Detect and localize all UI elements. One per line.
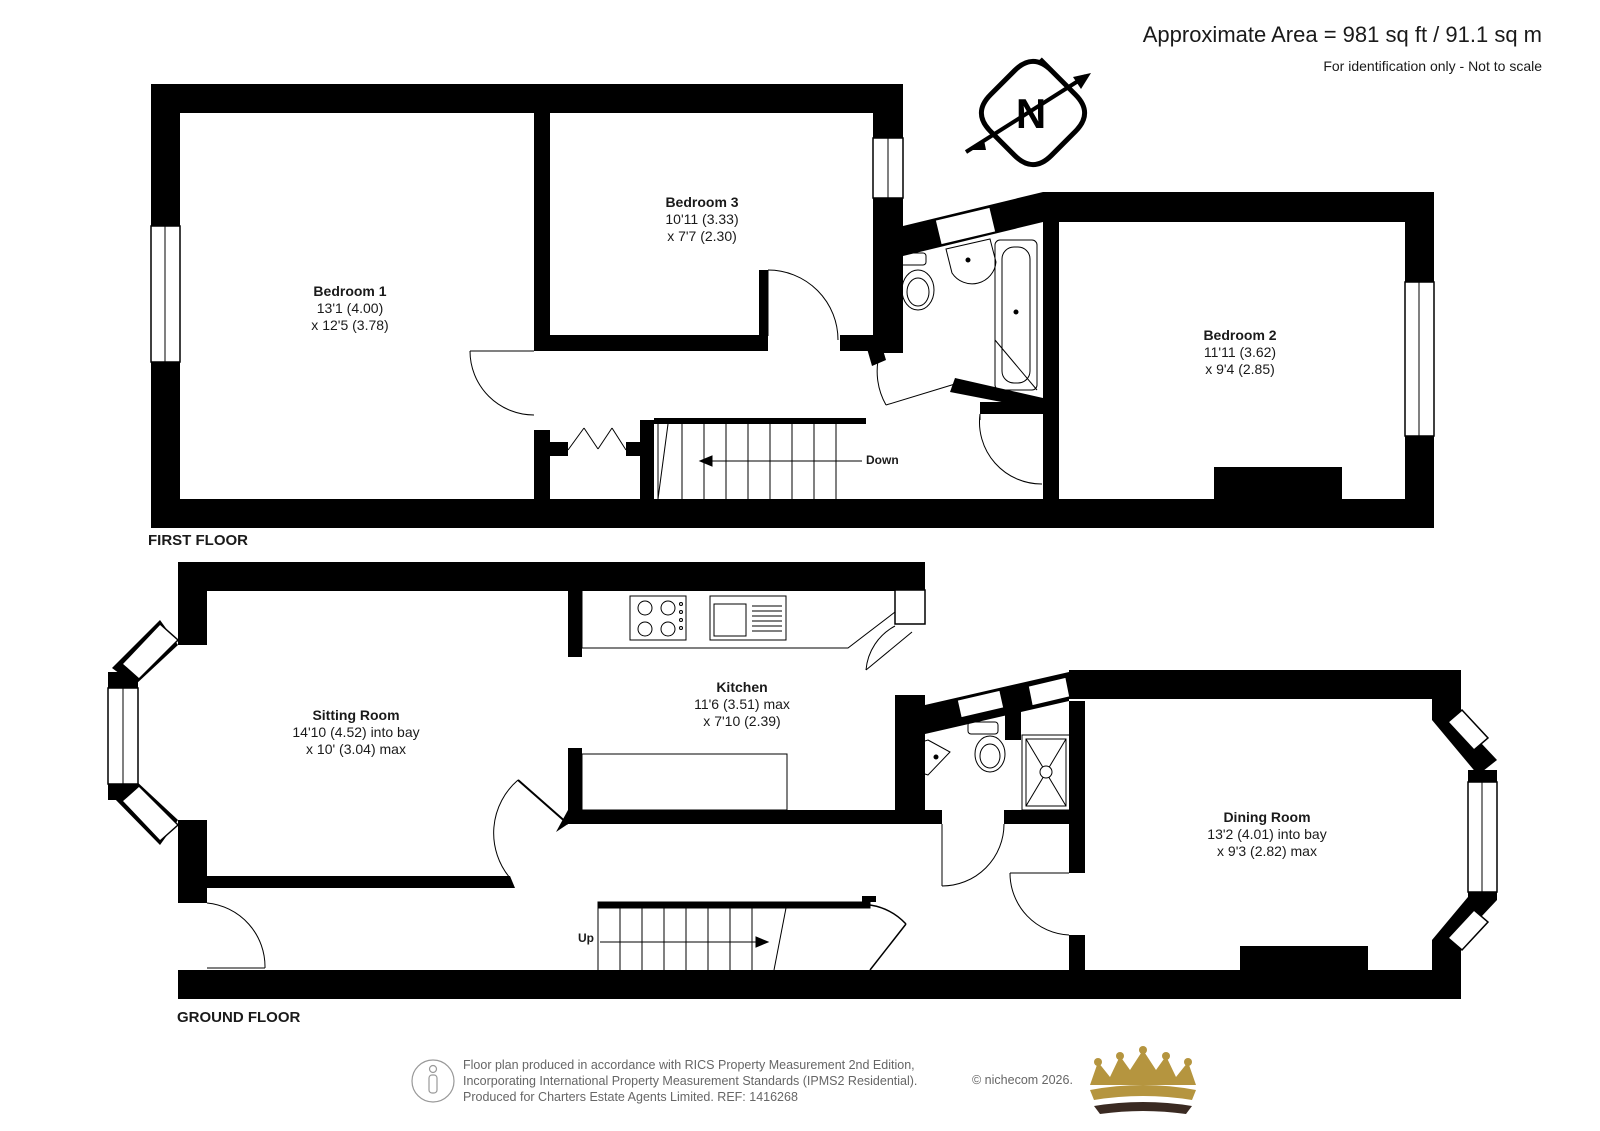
room-name: Bedroom 1 bbox=[313, 283, 387, 299]
door-swing bbox=[870, 905, 906, 970]
staircase bbox=[598, 902, 870, 970]
room-label-bedroom-2 bbox=[1203, 327, 1276, 378]
ground-floor-label: GROUND FLOOR bbox=[177, 1009, 301, 1026]
room-dimension: 14'10 (4.52) into bay bbox=[292, 724, 420, 740]
room-name: Bedroom 3 bbox=[665, 194, 739, 210]
door-swing bbox=[768, 270, 838, 340]
door-swing bbox=[470, 351, 534, 415]
door-swing bbox=[494, 780, 518, 878]
window bbox=[108, 688, 138, 784]
door-swing bbox=[207, 903, 265, 968]
window bbox=[1468, 782, 1497, 892]
room-dimension: 13'2 (4.01) into bay bbox=[1207, 826, 1327, 842]
stairs-down-label: Down bbox=[866, 453, 899, 467]
room-dimension: 11'11 (3.62) bbox=[1203, 344, 1277, 360]
footer-line: Incorporating International Property Measurement Standards (IPMS2 Residential). bbox=[463, 1074, 918, 1088]
room-dimension: x 7'10 (2.39) bbox=[703, 713, 781, 729]
room-dimension: x 10' (3.04) max bbox=[306, 741, 406, 757]
room-dimension: x 9'4 (2.85) bbox=[1205, 361, 1275, 377]
room-label-dining-room bbox=[1207, 809, 1326, 860]
room-dimension: 11'6 (3.51) max bbox=[694, 696, 790, 712]
toilet bbox=[968, 722, 1005, 772]
door-swing bbox=[979, 414, 1042, 484]
door-swing bbox=[1010, 873, 1069, 935]
room-label-bedroom-1 bbox=[311, 283, 388, 334]
door-swing bbox=[877, 352, 955, 405]
door-swing bbox=[866, 626, 912, 670]
room-name: Dining Room bbox=[1223, 809, 1311, 825]
stairs-up-label: Up bbox=[578, 931, 594, 945]
bath bbox=[995, 240, 1037, 390]
ground-floor-plan bbox=[108, 562, 1497, 999]
room-dimension: 13'1 (4.00) bbox=[316, 300, 384, 316]
staircase bbox=[658, 424, 862, 499]
window bbox=[1405, 282, 1434, 436]
door-swing bbox=[942, 824, 1004, 886]
room-dimension: x 12'5 (3.78) bbox=[311, 317, 389, 333]
room-label-bedroom-3 bbox=[665, 194, 738, 245]
footer-line: Produced for Charters Estate Agents Limited. REF: 1416268 bbox=[463, 1090, 798, 1104]
room-dimension: 10'11 (3.33) bbox=[665, 211, 739, 227]
door-swing bbox=[518, 780, 568, 824]
room-name: Bedroom 2 bbox=[1203, 327, 1277, 343]
room-label-sitting-room bbox=[292, 707, 419, 758]
window bbox=[895, 590, 925, 624]
room-dimension: x 9'3 (2.82) max bbox=[1217, 843, 1317, 859]
room-name: Kitchen bbox=[716, 679, 768, 695]
footer-line: Floor plan produced in accordance with RICS Property Measurement 2nd Edition, bbox=[463, 1058, 915, 1072]
window bbox=[873, 138, 903, 198]
footer-notes bbox=[463, 1057, 917, 1105]
room-label-kitchen bbox=[694, 679, 790, 730]
area-summary: Approximate Area = 981 sq ft / 91.1 sq m bbox=[1142, 22, 1542, 47]
person-icon bbox=[412, 1060, 454, 1102]
copyright: © nichecom 2026. bbox=[972, 1073, 1073, 1087]
compass-letter: N bbox=[1015, 90, 1047, 137]
shower-tray bbox=[1022, 735, 1070, 810]
first-floor-label: FIRST FLOOR bbox=[148, 532, 248, 549]
crown-logo bbox=[1090, 1046, 1196, 1114]
disclaimer: For identification only - Not to scale bbox=[1323, 58, 1542, 74]
window bbox=[151, 226, 180, 362]
room-dimension: x 7'7 (2.30) bbox=[667, 228, 737, 244]
cupboard-doors bbox=[568, 428, 626, 450]
basin bbox=[946, 239, 996, 284]
room-name: Sitting Room bbox=[312, 707, 400, 723]
